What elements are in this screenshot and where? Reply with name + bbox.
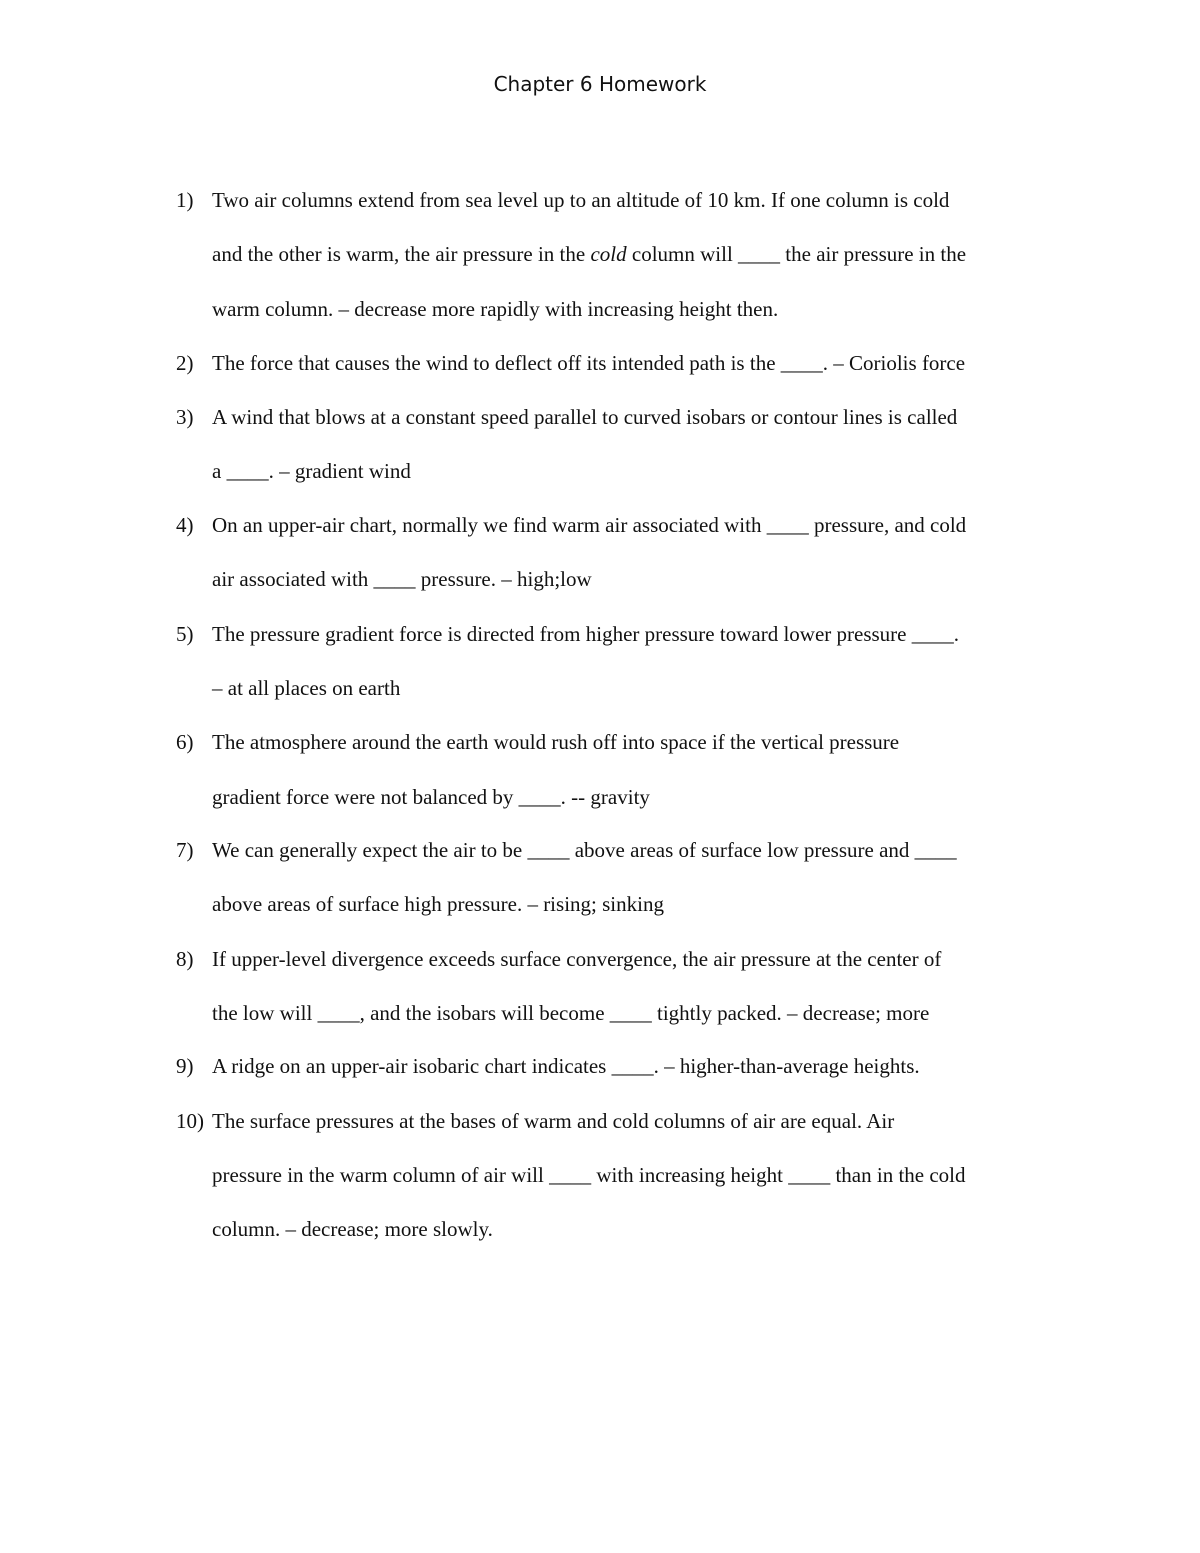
question-text-line [212,240,966,268]
question-number: 10) [176,1109,204,1133]
question-text-line: a ____. – gradient wind [212,459,411,483]
italic-word: cold [590,242,627,266]
question-text-line: On an upper-air chart, normally we find warm air associated with ____ pressure, and cold [212,513,967,537]
text-segment: column will ____ the air pressure in the [626,242,967,266]
question-text-line: pressure in the warm column of air will ____ with increasing height ____ than in the cold [212,1163,966,1187]
page-title: Chapter 6 Homework [493,72,707,96]
question-number: 5) [176,622,194,646]
question-text-line: A wind that blows at a constant speed parallel to curved isobars or contour lines is called [212,405,958,429]
question-text-line: air associated with ____ pressure. – high;low [212,567,592,591]
question-text-line: The force that causes the wind to deflect off its intended path is the ____. – Coriolis force [212,351,966,375]
question-number: 6) [176,730,194,754]
question-text-line: A ridge on an upper-air isobaric chart indicates ____. – higher-than-average heights. [212,1054,920,1078]
question-text-line: column. – decrease; more slowly. [212,1217,493,1241]
question-text-line: The pressure gradient force is directed from higher pressure toward lower pressure ____. [212,622,959,646]
question-number: 7) [176,838,194,862]
question-text-line: the low will ____, and the isobars will become ____ tightly packed. – decrease; more [212,1001,930,1025]
question-text-line: Two air columns extend from sea level up to an altitude of 10 km. If one column is cold [212,188,950,212]
question-text-line: If upper-level divergence exceeds surface convergence, the air pressure at the center of [212,947,942,971]
question-number: 9) [176,1054,194,1078]
question-number: 8) [176,947,194,971]
question-text-line: The surface pressures at the bases of warm and cold columns of air are equal. Air [212,1109,895,1133]
question-number: 1) [176,188,194,212]
question-text-line: The atmosphere around the earth would rush off into space if the vertical pressure [212,730,900,754]
question-text-line: warm column. – decrease more rapidly with increasing height then. [212,297,779,321]
question-text-line: We can generally expect the air to be ____ above areas of surface low pressure and ____ [212,838,957,862]
question-number: 4) [176,513,194,537]
question-text-line: gradient force were not balanced by ____. -- gravity [212,785,650,809]
question-text-line: – at all places on earth [212,676,401,700]
question-number: 2) [176,351,194,375]
question-number: 3) [176,405,194,429]
question-text-line: above areas of surface high pressure. – rising; sinking [212,892,664,916]
text-segment: and the other is warm, the air pressure in the [212,242,591,266]
